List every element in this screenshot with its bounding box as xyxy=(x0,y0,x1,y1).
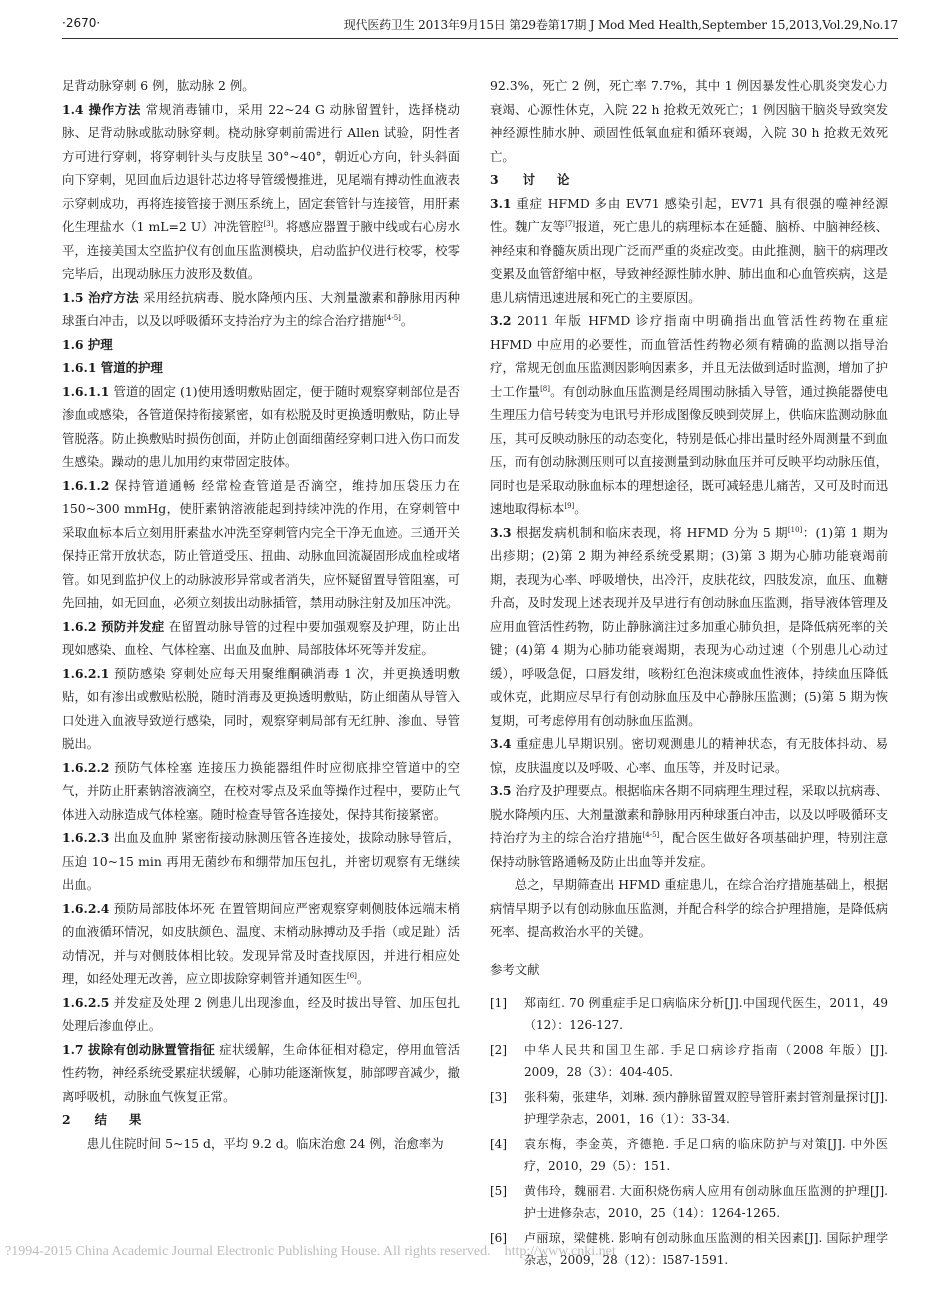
subsection-heading: 1.4 操作方法 xyxy=(62,101,142,117)
paragraph-text: 。将感应器置于腋中线或右心房水平，连接美国太空监护仪有创血压监测模块，启动监护仪进行校零，校零完毕后，出现动脉压力波形及数值。 xyxy=(62,219,460,281)
reference-text: 黄伟玲，魏丽君. 大面积烧伤病人应用有创动脉血压监测的护理[J]. 护士进修杂志，2010，25（14）：1264-1265. xyxy=(524,1184,888,1220)
paragraph-text: 92.3%，死亡 2 例，死亡率 7.7%，其中 1 例因暴发性心肌炎突发心力衰竭、心源性休克，入院 22 h 抢救无效死亡；1 例因脑干脑炎导致突发神经源性肺水肿、顽固性低氧血症和循环衰竭，入院 30 h 抢救无效死亡。 xyxy=(490,78,888,164)
copyright-footer: ?1994-2015 China Academic Journal Electronic Publishing House. All rights reserved. http://www.cnki.net xyxy=(5,1244,616,1259)
paragraph-text: 患儿住院时间 5~15 d，平均 9.2 d。临床治愈 24 例，治愈率为 xyxy=(86,1135,444,1151)
subsection-heading: 3.3 xyxy=(490,524,512,540)
paragraph-text: 采用经抗病毒、脱水降颅内压、大剂量激素和静脉用丙种球蛋白冲击，以及以呼吸循环支持治疗为主的综合治疗措施 xyxy=(62,289,460,328)
section-heading xyxy=(490,168,888,192)
paragraph-text: 出血及血肿 紧密衔接动脉测压管各连接处，拔除动脉导管后，压迫 10~15 min 再用无菌纱布和绷带加压包扎，并密切观察有无继续出血。 xyxy=(62,830,460,892)
citation-ref: [6] xyxy=(346,971,357,980)
subsection-heading: 1.6.2.2 xyxy=(62,759,110,775)
subsection-heading: 3.4 xyxy=(490,736,512,751)
paragraph xyxy=(62,897,460,991)
paragraph xyxy=(62,356,460,380)
paragraph-text: 预防气体栓塞 连接压力换能器组件时应彻底排空管道中的空气，并防止肝素钠溶液滴空，在校对零点及采血等操作过程中，要防止气体进入动脉造成气体栓塞。随时检查导管各连接处，保持其衔接紧密。 xyxy=(62,759,460,822)
reference-text: 袁东梅，李金英，齐德艳. 手足口病的临床防护与对策[J]. 中外医疗，2010，29（5）：151. xyxy=(524,1137,888,1173)
reference-number: [5] xyxy=(490,1184,507,1198)
running-header xyxy=(62,14,898,39)
citation-ref: [10] xyxy=(787,525,803,534)
section-title: 讨论 xyxy=(522,172,592,187)
reference-item xyxy=(490,1134,888,1177)
paragraph-text: 管道的固定 (1)使用透明敷贴固定，便于随时观察穿刺部位是否渗血或感染，各管道保持衔接紧密，如有松脱及时更换透明敷贴，防止导管脱落。防止换敷贴时损伤创面，并防止创面细菌经穿刺口进入伤口而发生感染。躁动的患儿加用约束带固定肢体。 xyxy=(62,383,460,469)
reference-item xyxy=(490,1040,888,1083)
citation-ref: [8] xyxy=(540,384,550,393)
reference-number: [1] xyxy=(490,996,507,1010)
subsection-heading: 1.5 治疗方法 xyxy=(62,289,139,305)
reference-number: [3] xyxy=(490,1090,507,1104)
page-number: ·2670· xyxy=(62,16,101,30)
paragraph-text: 总之，早期筛查出 HFMD 重症患儿，在综合治疗措施基础上，根据病情早期予以有创动脉血压监测，并配合科学的综合护理措施，是降低病死率、提高救治水平的关键。 xyxy=(490,877,888,939)
paragraph-text: 2011 年版 HFMD 诊疗指南中明确指出血管活性药物在重症 HFMD 中应用的必要性，而血管活性药物必须有精确的监测以指导治疗，常规无创血压监测因影响因素多，并且无法做到适时监测，增加了护士工作量 xyxy=(490,313,888,399)
paragraph xyxy=(490,873,888,944)
paragraph xyxy=(62,1038,460,1109)
subsection-heading: 3.2 xyxy=(490,313,512,328)
paragraph-text: 重症患儿早期识别。密切观测患儿的精神状态，有无肢体抖动、易惊，皮肤温度以及呼吸、心率、血压等，并及时记录。 xyxy=(490,736,888,775)
journal-info: 现代医药卫生 2013年9月15日 第29卷第17期 J Mod Med Health,September 15,2013,Vol.29,No.17 xyxy=(343,18,898,32)
subsection-heading: 1.6.2 预防并发症 xyxy=(62,618,165,634)
section-number: 2 xyxy=(62,1112,71,1127)
paragraph xyxy=(490,309,888,521)
paragraph xyxy=(62,826,460,897)
subsection-heading: 1.6.1 管道的护理 xyxy=(62,360,163,375)
paragraph-text: 。 xyxy=(400,313,414,328)
paragraph-text: 治疗及护理要点。根据临床各期不同病理生理过程，采取以抗病毒、脱水降颅内压、大剂量激素和静脉用丙种球蛋白冲击，以及以呼吸循环支持治疗为主的综合治疗措施 xyxy=(490,783,888,845)
section-heading xyxy=(62,1108,460,1132)
paragraph xyxy=(62,98,460,286)
paragraph xyxy=(490,521,888,733)
paragraph xyxy=(62,474,460,615)
paragraph xyxy=(490,192,888,310)
paragraph-text: 根据发病机制和临床表现，将 HFMD 分为 5 期 xyxy=(511,524,788,540)
paragraph-text: 足背动脉穿刺 6 例，肱动脉 2 例。 xyxy=(62,78,255,93)
citation-ref: [4-5] xyxy=(384,313,401,322)
left-column xyxy=(62,74,460,1155)
paragraph xyxy=(490,732,888,779)
reference-item xyxy=(490,1181,888,1224)
paragraph xyxy=(62,615,460,662)
paragraph xyxy=(490,74,888,168)
paragraph xyxy=(62,662,460,756)
right-column xyxy=(490,74,888,1275)
paragraph-text: 常规消毒铺巾，采用 22~24 G 动脉留置针，选择桡动脉、足背动脉或肱动脉穿刺。桡动脉穿刺前需进行 Allen 试验，阴性者方可进行穿刺，将穿刺针头与皮肤呈 30°~40°，朝近心方向，针头斜面向下穿刺，见回血后边退针芯边将导管缓慢推进，见尾端有搏动性血液表示穿刺成功，再将连接管接于测压系统上，固定套管针与连接管，用肝素化生理盐水（1 mL=2 U）冲洗管腔 xyxy=(62,101,460,234)
reference-number: [4] xyxy=(490,1137,507,1151)
subsection-heading: 1.6.1.2 xyxy=(62,477,110,493)
paragraph xyxy=(62,286,460,333)
subsection-heading: 1.6 护理 xyxy=(62,336,113,352)
paragraph-text: ，配合医生做好各项基础护理，特别注意保持动脉管路通畅及防止出血等并发症。 xyxy=(490,830,889,869)
references-list xyxy=(490,993,888,1271)
paragraph-text: 保持管道通畅 经常检查管道是否滴空，维持加压袋压力在 150~300 mmHg，使肝素钠溶液能起到持续冲洗的作用，在穿刺管中采取血标本后立刻用肝素盐水冲洗至穿刺管内完全干净无血迹。三通开关保持正常开放状态，防止管道受压、扭曲、动脉血回流凝固形成血栓或堵管。如见到监护仪上的动脉波形异常或者消失，应怀疑留置导管阻塞，可先回抽，如无回血，必须立刻拔出动脉插管，禁用动脉注射及加压冲洗。 xyxy=(62,477,460,610)
reference-number: [6] xyxy=(490,1231,507,1245)
paragraph xyxy=(62,380,460,474)
subsection-heading: 1.7 拔除有创动脉置管指征 xyxy=(62,1041,216,1057)
references-heading: 参考文献 xyxy=(490,961,540,977)
subsection-heading: 1.6.1.1 xyxy=(62,383,110,399)
paragraph-text: 在留置动脉导管的过程中要加强观察及护理，防止出现如感染、血栓、气体栓塞、出血及血肿、局部肢体坏死等并发症。 xyxy=(62,618,460,657)
paragraph-text: 。 xyxy=(574,501,587,516)
paragraph xyxy=(62,74,460,98)
subsection-heading: 3.1 xyxy=(490,195,512,211)
paragraph-text: 报道，死亡患儿的病理标本在延髓、脑桥、中脑神经核、神经束和脊髓灰质出现广泛而严重的炎症改变。由此推测，脑干的病理改变累及血管舒缩中枢，导致神经源性肺水肿、肺出血和心血管疾病，这是患儿病情迅速进展和死亡的主要原因。 xyxy=(490,219,889,305)
paragraph-text: 预防局部肢体坏死 在置管期间应严密观察穿刺侧肢体远端末梢的血液循环情况，如皮肤颜色、温度、末梢动脉搏动及手指（或足趾）活动情况，并与对侧肢体相比较。发现异常及时查找原因，并进行相应处理，如经处理无改善，应立即拔除穿刺管并通知医生 xyxy=(62,900,460,986)
subsection-heading: 1.6.2.1 xyxy=(62,665,110,681)
citation-ref: [3] xyxy=(263,219,274,228)
paragraph-text: 并发症及处理 2 例患儿出现渗血，经及时拔出导管、加压包扎处理后渗血停止。 xyxy=(62,994,460,1033)
subsection-heading: 1.6.2.5 xyxy=(62,994,110,1010)
subsection-heading: 1.6.2.4 xyxy=(62,900,110,916)
paragraph-text: ：(1)第 1 期为出疹期；(2)第 2 期为神经系统受累期；(3)第 3 期为心肺功能衰竭前期，表现为心率、呼吸增快，出冷汗，皮肤花纹，四肢发凉，血压、血糖升高，及时发现上述表现并及早进行有创动脉血压监测，指导液体管理及应用血管活性药物，防止静脉滴注过多加重心肺负担，是降低病死率的关键；(4)第 4 期为心肺功能衰竭期，表现为心动过速（个别患儿心动过缓），呼吸急促，口唇发绀，咳粉红色泡沫痰或血性液体，持续血压降低或休克，此期应尽早行有创动脉血压及中心静脉压监测；(5)第 5 期为恢复期，可考虑停用有创动脉血压监测。 xyxy=(490,524,889,728)
section-title: 结果 xyxy=(94,1112,164,1127)
paragraph-text: 预防感染 穿刺处应每天用聚维酮碘消毒 1 次，并更换透明敷贴，如有渗出或敷贴松脱，随时消毒及更换透明敷贴，防止细菌从导管入口处进入血液导致逆行感染，同时，观察穿刺局部有无红肿、渗血、导管脱出。 xyxy=(62,665,460,751)
subsection-heading: 3.5 xyxy=(490,783,512,798)
paragraph xyxy=(62,991,460,1038)
reference-number: [2] xyxy=(490,1043,507,1057)
reference-text: 中华人民共和国卫生部. 手足口病诊疗指南（2008 年版）[J]. 2009，28（3）：404-405. xyxy=(524,1043,888,1079)
reference-text: 郑南红. 70 例重症手足口病临床分析[J].中国现代医生，2011，49（12）：126-127. xyxy=(524,996,888,1032)
section-number: 3 xyxy=(490,172,499,187)
reference-item xyxy=(490,1087,888,1130)
citation-ref: [9] xyxy=(564,501,575,510)
paragraph-text: 重症 HFMD 多由 EV71 感染引起，EV71 具有很强的噬神经源性。魏广友等 xyxy=(490,195,888,234)
paragraph xyxy=(62,333,460,357)
paragraph xyxy=(62,756,460,827)
paragraph-text: 症状缓解，生命体征相对稳定，停用血管活性药物，神经系统受累症状缓解，心肺功能逐渐恢复，肺部啰音减少，撤离呼吸机，动脉血气恢复正常。 xyxy=(62,1041,460,1104)
paragraph xyxy=(62,1132,460,1156)
citation-ref: [7] xyxy=(565,219,576,228)
paragraph-text: 。有创动脉血压监测是经周围动脉插入导管，通过换能器使电生理压力信号转变为电讯号并形成图像反映到荧屏上，供临床监测动脉血压，其可反映动脉压的动态变化，特别是低心排出量时经外周测量不到血压，而有创动脉测压则可以直接测量到动脉血压并可反映平均动脉压值，同时也是采取动脉血标本的理想途径，既可减轻患儿痛苦，又可及时而迅速地取得标本 xyxy=(490,383,889,516)
reference-item xyxy=(490,993,888,1036)
reference-text: 张科菊，张建华，刘琳. 颈内静脉留置双腔导管肝素封管剂量探讨[J]. 护理学杂志，2001，16（1）：33-34. xyxy=(524,1090,888,1126)
right-column-body xyxy=(490,74,888,944)
reference-text: 卢丽琼，梁健桃. 影响有创动脉血压监测的相关因素[J]. 国际护理学杂志，2009，28（12）：l587-1591. xyxy=(524,1231,888,1267)
paragraph xyxy=(490,779,888,873)
subsection-heading: 1.6.2.3 xyxy=(62,830,110,845)
citation-ref: [4-5] xyxy=(642,830,660,839)
paragraph-text: 。 xyxy=(356,971,370,986)
